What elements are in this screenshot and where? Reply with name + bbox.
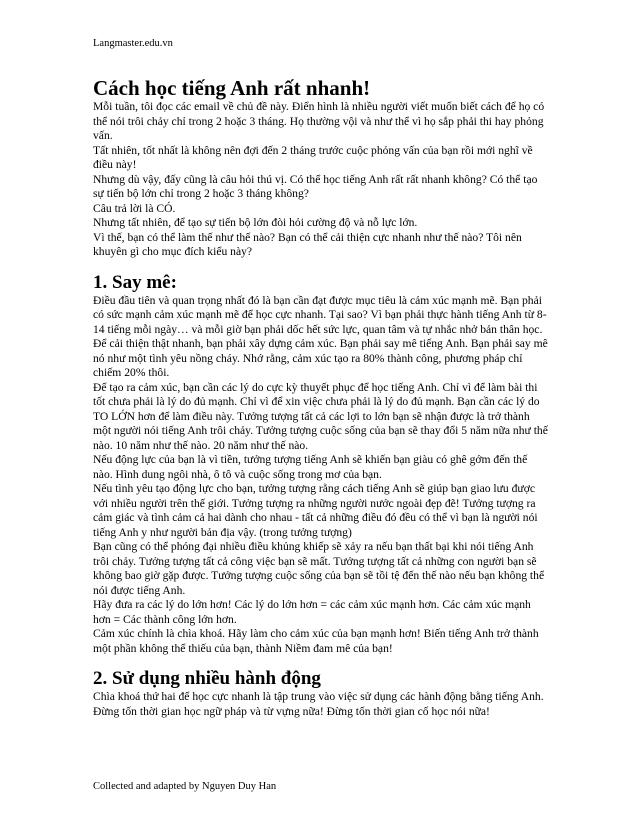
section-heading-passion: 1. Say mê:: [93, 271, 177, 293]
intro-section: [93, 100, 548, 260]
intro-paragraph: Nhưng dù vậy, đấy cũng là câu hỏi thú vị. Có thể học tiếng Anh rất rất nhanh không? Có thể tạo sự tiến bộ lớn chỉ trong 2 hoặc 3 tháng không?: [93, 172, 538, 200]
intro-paragraph: Nhưng tất nhiên, để tạo sự tiến bộ lớn đòi hỏi cường độ và nỗ lực lớn.: [93, 216, 418, 229]
site-header: Langmaster.edu.vn: [93, 38, 173, 49]
section-paragraph: Cảm xúc chính là chìa khoá. Hãy làm cho cảm xúc của bạn mạnh hơn! Biến tiếng Anh trở thành một phần không thể thiếu của bạn, thành Niềm đam mê của bạn!: [93, 627, 539, 655]
page-footer: Collected and adapted by Nguyen Duy Han: [93, 781, 277, 792]
article-title: Cách học tiếng Anh rất nhanh!: [93, 76, 371, 100]
intro-paragraph: Vì thế, bạn có thể làm thế như thế nào? Bạn có thể cải thiện cực nhanh như thế nào? Tôi nên khuyên gì cho mục đích kiểu này?: [93, 230, 522, 258]
section-paragraph: Để tạo ra cảm xúc, bạn cần các lý do cực kỳ thuyết phục để học tiếng Anh. Chỉ vì để làm bài thi tốt chưa phải là lý do đủ mạnh. Chỉ vì để xin việc chưa phải là lý do đủ mạnh. Bạn cần các lý do TO LỚN hơn để làm điều này. Tưởng tượng tất cả các lợi to lớn bạn sẽ nhận được là trở thành một người nói tiếng Anh trôi chảy. Tưởng tượng cuộc sống của bạn sẽ thay đổi 5 năm nữa như thế nào. 10 năm như thế nào. 20 năm như thế nào.: [93, 380, 548, 452]
intro-paragraph: Tất nhiên, tốt nhất là không nên đợi đến 2 tháng trước cuộc phỏng vấn của bạn rồi mới nghĩ về điều này!: [93, 143, 533, 171]
section-paragraph: Chìa khoá thứ hai để học cực nhanh là tập trung vào việc sử dụng các hành động bằng tiếng Anh. Đừng tốn thời gian học ngữ pháp và từ vựng nữa! Đừng tốn thời gian cố học nói nữa!: [93, 690, 544, 718]
section-paragraph: Bạn cũng có thể phóng đại nhiều điều khủng khiếp sẽ xảy ra nếu bạn thất bại khi nói tiếng Anh trôi chảy. Tưởng tượng tất cả công việc bạn sẽ mất. Tưởng tượng tất cả những con người bạn sẽ không bao giờ gặp được. Tưởng tượng cuộc sống của bạn sẽ tồi tệ đến thế nào nếu bạn không thể nói được tiếng Anh.: [93, 540, 545, 597]
article-content: [93, 76, 548, 719]
intro-paragraph: Câu trả lời là CÓ.: [93, 201, 176, 215]
section-paragraph: Nếu tình yêu tạo động lực cho bạn, tưởng tượng rằng cách tiếng Anh sẽ giúp bạn giao lưu được với nhiều người trên thế giới. Tưởng tượng ra những người nước ngoài đẹp đẽ! Tưởng tượng ra cảm giác và tình cảm cả hai dành cho nhau - tất cả những điều đó đều có thể vì bạn là người nói tiếng Anh y như người bản địa vậy. (trong tưởng tượng): [93, 482, 538, 539]
section-paragraph: Điều đầu tiên và quan trọng nhất đó là bạn cần đạt được mục tiêu là cảm xúc mạnh mẽ. Bạn phải có sức mạnh cảm xúc mạnh mẽ để học cực nhanh. Tại sao? Vì bạn phải thực hành tiếng Anh từ 8-14 tiếng mỗi ngày… và mỗi giờ bạn phải dốc hết sức lực, quan tâm và tự nhắc nhở bản thân học.: [93, 293, 547, 336]
section-paragraph: Để cải thiện thật nhanh, bạn phải xây dựng cảm xúc. Bạn phải say mê tiếng Anh. Bạn phải say mê nó như một tình yêu nồng cháy. Nhớ rằng, cảm xúc tạo ra 80% thành công, phương pháp chỉ chiếm 20% thôi.: [93, 337, 548, 379]
section-passion: [93, 294, 548, 657]
section-heading-actions: 2. Sử dụng nhiều hành động: [93, 668, 321, 689]
section-paragraph: Hãy đưa ra các lý do lớn hơn! Các lý do lớn hơn = các cảm xúc mạnh hơn. Các cảm xúc mạnh hơn = Các thành công lớn hơn.: [93, 598, 531, 626]
section-paragraph: Nếu động lực của bạn là vì tiền, tưởng tượng tiếng Anh sẽ khiến bạn giàu có ghê gớm đến thế nào. Hình dung ngôi nhà, ô tô và cuộc sống trong mơ của bạn.: [93, 453, 528, 481]
section-actions: [93, 690, 548, 719]
intro-paragraph: Mỗi tuần, tôi đọc các email về chủ đề này. Điển hình là nhiều người viết muốn biết cách để họ có thể nói trôi chảy chỉ trong 2 hoặc 3 tháng. Họ thường vội và như thể vì họ sắp phải thi hay phỏng vấn.: [93, 100, 545, 142]
